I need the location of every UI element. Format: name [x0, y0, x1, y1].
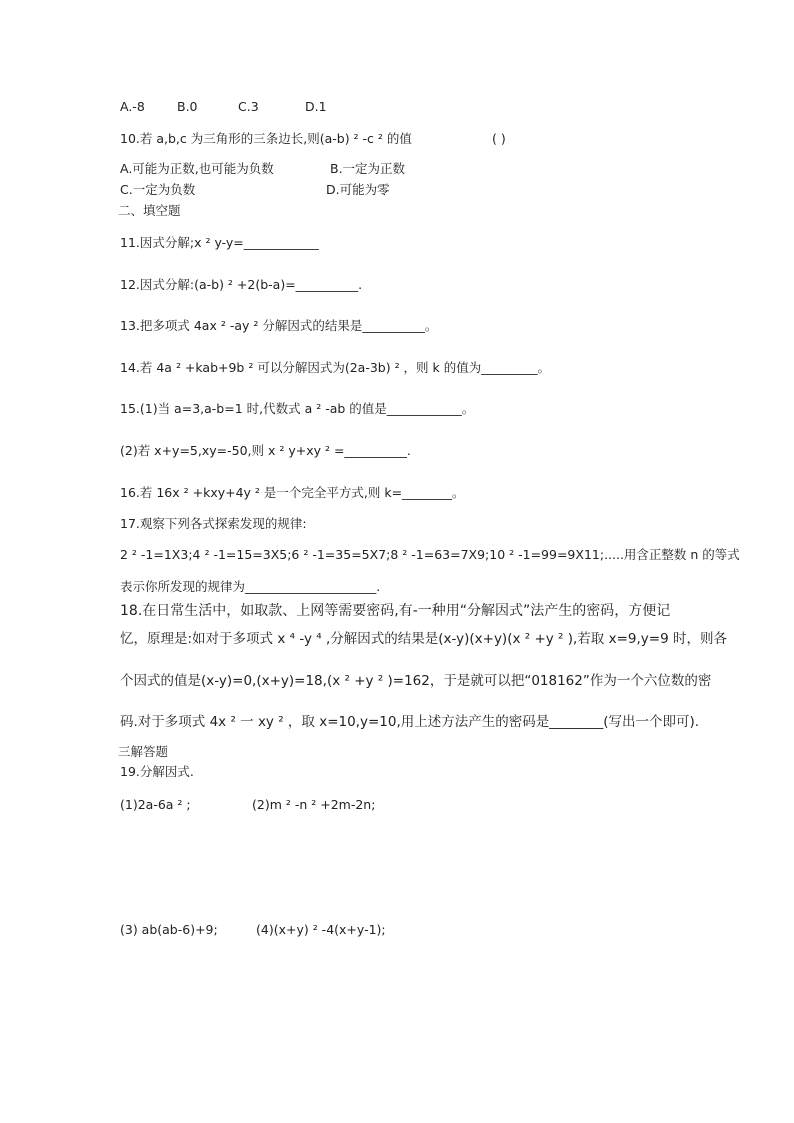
- question-18-line-3: 个因式的值是(x-y)=0,(x+y)=18,(x ² +y ² )=162，于是就可以把“018162”作为一个六位数的密: [120, 673, 712, 689]
- q10-option-d: D.可能为零: [326, 182, 390, 197]
- q10-stem: 10.若 a,b,c 为三角形的三条边长,则(a-b) ² -c ² 的值: [120, 131, 412, 146]
- q9-option-a: A.-8: [120, 99, 145, 114]
- q10-option-b: B.一定为正数: [330, 161, 406, 176]
- question-17-line-2: 2 ² -1=1X3;4 ² -1=15=3X5;6 ² -1=35=5X7;8 ² -1=63=7X9;10 ² -1=99=9X11;.....用含正整数 n 的等式: [120, 547, 740, 562]
- question-18-line-2: 忆，原理是:如对于多项式 x ⁴ -y ⁴ ,分解因式的结果是(x-y)(x+y)(x ² +y ² ),若取 x=9,y=9 时，则各: [120, 631, 727, 647]
- question-13: 13.把多项式 4ax ² -ay ² 分解因式的结果是__________。: [120, 318, 438, 333]
- question-17-line-3: 表示你所发现的规律为_____________________.: [120, 579, 381, 594]
- question-12: 12.因式分解:(a-b) ² +2(b-a)=__________.: [120, 277, 363, 292]
- q9-option-c: C.3: [238, 99, 259, 114]
- q9-option-b: B.0: [177, 99, 198, 114]
- section-fill-in-heading: 二、填空题: [118, 203, 181, 218]
- question-16: 16.若 16x ² +kxy+4y ² 是一个完全平方式,则 k=________。: [120, 485, 465, 500]
- question-11: 11.因式分解;x ² y-y=____________: [120, 235, 319, 250]
- section-answer-heading: 三解答题: [118, 744, 169, 759]
- q10-option-c: C.一定为负数: [120, 182, 196, 197]
- question-18-line-4: 码.对于多项式 4x ² 一 xy ² ，取 x=10,y=10,用上述方法产生的密码是________(写出一个即可).: [120, 714, 700, 730]
- q10-option-a: A.可能为正数,也可能为负数: [120, 161, 274, 176]
- question-17-line-1: 17.观察下列各式探索发现的规律:: [120, 516, 307, 531]
- question-19-part-1: (1)2a-6a ² ;: [120, 797, 191, 812]
- question-14: 14.若 4a ² +kab+9b ² 可以分解因式为(2a-3b) ² ，则 k 的值为_________。: [120, 360, 550, 375]
- question-19-part-3: (3) ab(ab-6)+9;: [120, 922, 218, 937]
- question-15-part-1: 15.(1)当 a=3,a-b=1 时,代数式 a ² -ab 的值是____________。: [120, 401, 475, 416]
- question-19-part-2: (2)m ² -n ² +2m-2n;: [252, 797, 376, 812]
- question-19-part-4: (4)(x+y) ² -4(x+y-1);: [256, 922, 386, 937]
- q9-option-d: D.1: [305, 99, 327, 114]
- question-18-line-1: 18.在日常生活中，如取款、上网等需要密码,有-一种用“分解因式”法产生的密码，方便记: [120, 603, 671, 619]
- question-19-stem: 19.分解因式.: [120, 764, 194, 779]
- q10-answer-paren: ( ): [492, 131, 506, 146]
- question-15-part-2: (2)若 x+y=5,xy=-50,则 x ² y+xy ² =__________.: [120, 443, 411, 458]
